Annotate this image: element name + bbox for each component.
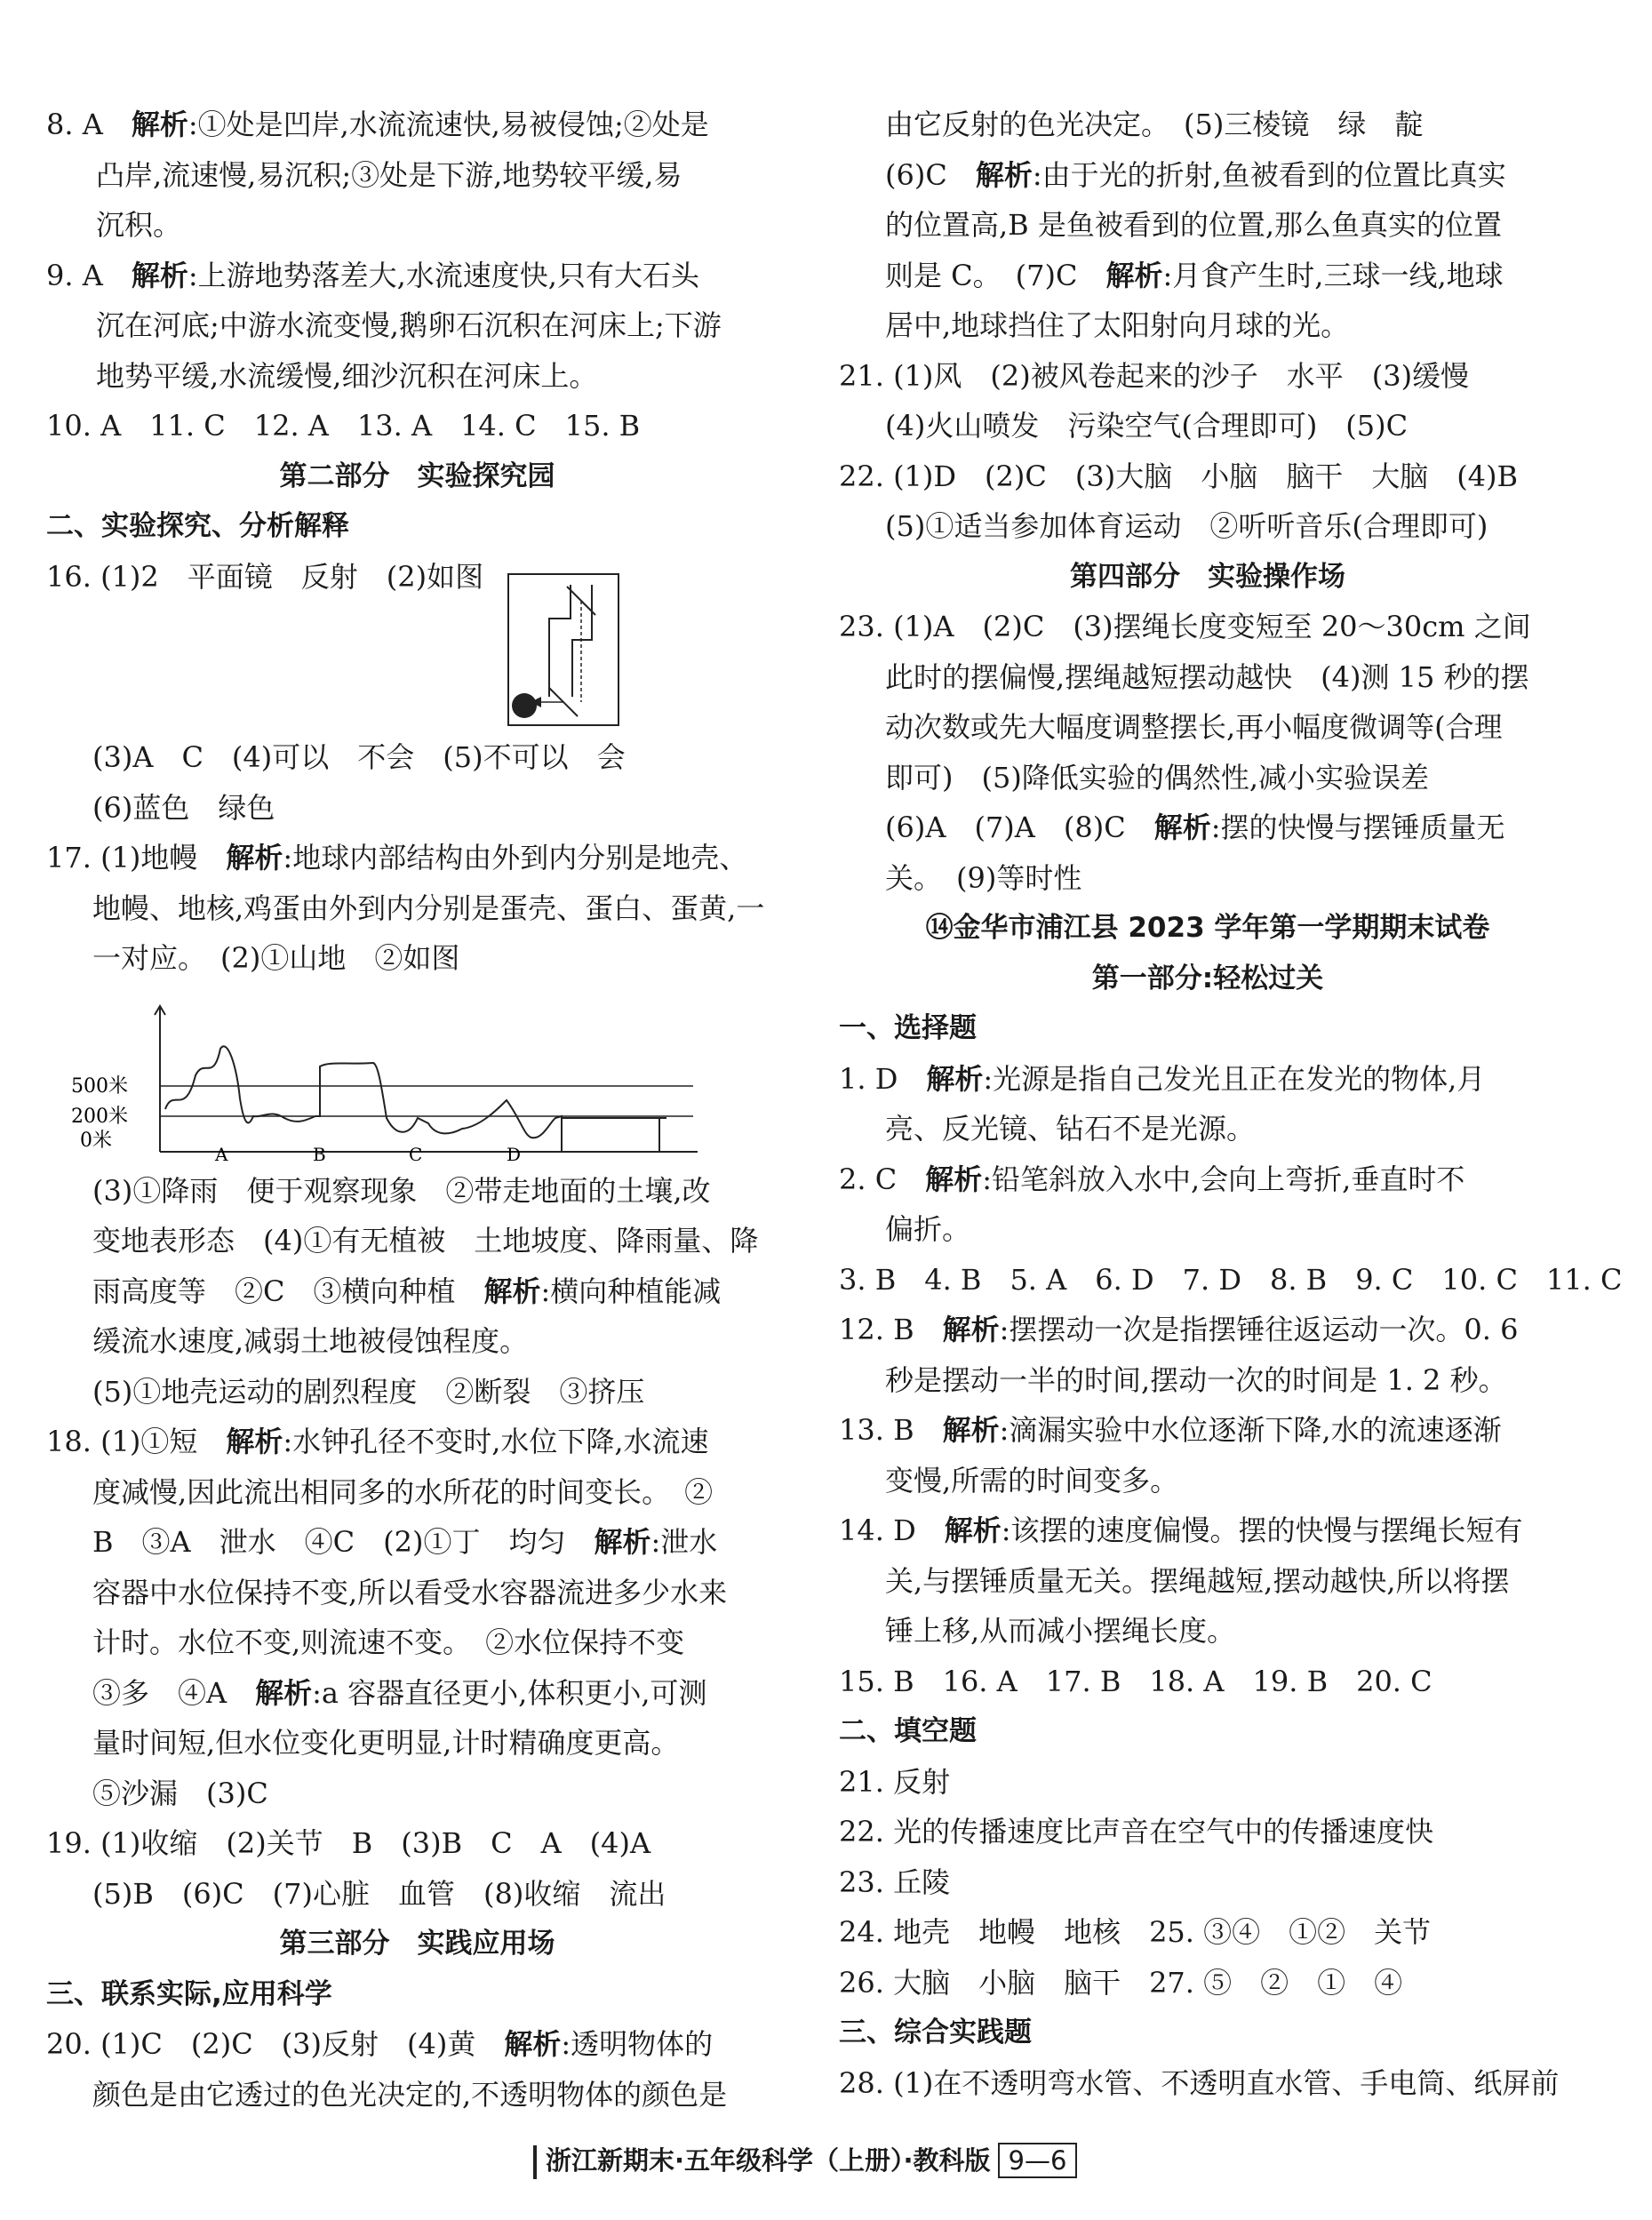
answer-line: 量时间短,但水位变化更明显,计时精确度更高。 xyxy=(92,1726,680,1760)
answer-line: 计时。水位不变,则流速不变。 ②水位保持不变 xyxy=(92,1625,685,1659)
section-heading: 二、实验探究、分析解释 xyxy=(46,510,349,542)
answer-line: 12. B 解析:摆摆动一次是指摆锤往返运动一次。0. 6 xyxy=(839,1313,1519,1346)
answer-line: (3)A C (4)可以 不会 (5)不可以 会 xyxy=(92,740,626,774)
answer-line: 凸岸,流速慢,易沉积;③处是下游,地势较平缓,易 xyxy=(96,157,682,192)
answer-line: 20. (1)C (2)C (3)反射 (4)黄 解析:透明物体的 xyxy=(46,2027,714,2061)
answer-line: 一对应。 (2)①山地 ②如图 xyxy=(92,941,460,975)
point-a: A xyxy=(215,1144,228,1162)
section-title: 第四部分 实验操作场 xyxy=(1070,560,1345,593)
answer-line: 17. (1)地幔 解析:地球内部结构由外到内分别是地壳、 xyxy=(46,841,748,874)
answer-line: 变慢,所需的时间变多。 xyxy=(885,1463,1179,1497)
answer-line: 14. D 解析:该摆的速度偏慢。摆的快慢与摆绳长短有 xyxy=(839,1513,1523,1547)
footer-title: 浙江新期末·五年级科学（上册）·教科版 xyxy=(546,2145,991,2176)
periscope-figure xyxy=(507,572,622,729)
answer-line: (5)①适当参加体育运动 ②听听音乐(合理即可) xyxy=(885,509,1488,543)
answer-line: 缓流水速度,减弱土地被侵蚀程度。 xyxy=(92,1324,529,1358)
figure-spacer xyxy=(46,602,788,732)
answer-line: 18. (1)①短 解析:水钟孔径不变时,水位下降,水流速 xyxy=(46,1425,709,1458)
answer-line: 关,与摆锤质量无关。摆绳越短,摆动越快,所以将摆 xyxy=(885,1563,1510,1598)
label-200m: 200米 xyxy=(71,1106,128,1128)
answer-line: 23. 丘陵 xyxy=(839,1865,951,1899)
answer-line: 居中,地球挡住了太阳射向月球的光。 xyxy=(885,308,1350,342)
answer-line: 颜色是由它透过的色光决定的,不透明物体的颜色是 xyxy=(92,2077,728,2112)
page-footer xyxy=(533,2140,1120,2181)
answer-line: 动次数或先大幅度调整摆长,再小幅度微调等(合理 xyxy=(885,710,1503,744)
answer-line: 即可) (5)降低实验的偶然性,减小实验误差 xyxy=(885,760,1429,795)
answer-line: 锤上移,从而减小摆绳长度。 xyxy=(885,1614,1236,1648)
point-d: D xyxy=(507,1144,522,1162)
answer-line: 26. 大脑 小脑 脑干 27. ⑤ ② ① ④ xyxy=(839,1965,1403,2000)
answer-line: 19. (1)收缩 (2)关节 B (3)B C A (4)A xyxy=(46,1826,651,1860)
answer-line: 9. A 解析:上游地势落差大,水流速度快,只有大石头 xyxy=(46,258,699,292)
answer-line: 则是 C。 (7)C 解析:月食产生时,三球一线,地球 xyxy=(885,258,1504,292)
answer-line: 雨高度等 ②C ③横向种植 解析:横向种植能减 xyxy=(92,1274,722,1308)
footer-bar xyxy=(533,2145,537,2179)
exam-title: ⑭金华市浦江县 2023 学年第一学期期末试卷 xyxy=(925,912,1490,944)
answer-line: 28. (1)在不透明弯水管、不透明直水管、手电筒、纸屏前 xyxy=(839,2065,1560,2100)
answer-line: 偏折。 xyxy=(885,1212,971,1246)
answer-line: (6)C 解析:由于光的折射,鱼被看到的位置比真实 xyxy=(885,157,1506,192)
answer-line: ③多 ④A 解析:a 容器直径更小,体积更小,可测 xyxy=(92,1675,707,1710)
terrain-profile-figure xyxy=(62,1002,738,1162)
answer-line: 16. (1)2 平面镜 反射 (2)如图 xyxy=(46,559,484,594)
answer-line: 22. (1)D (2)C (3)大脑 小脑 脑干 大脑 (4)B xyxy=(839,459,1519,493)
answer-line: 1. D 解析:光源是指自己发光且正在发光的物体,月 xyxy=(839,1061,1486,1096)
answer-line: 15. B 16. A 17. B 18. A 19. B 20. C xyxy=(839,1664,1433,1698)
answer-line: ⑤沙漏 (3)C xyxy=(92,1776,268,1810)
label-500m: 500米 xyxy=(71,1075,128,1098)
answer-line: 21. (1)风 (2)被风卷起来的沙子 水平 (3)缓慢 xyxy=(839,358,1470,393)
answer-line: 度减慢,因此流出相同多的水所花的时间变长。 ② xyxy=(92,1474,714,1509)
answer-line: (3)①降雨 便于观察现象 ②带走地面的土壤,改 xyxy=(92,1173,711,1208)
point-c: C xyxy=(409,1144,423,1162)
answer-line: (6)蓝色 绿色 xyxy=(92,790,275,825)
answer-line: 关。 (9)等时性 xyxy=(885,860,1082,895)
section-title: 第二部分 实验探究园 xyxy=(279,459,555,492)
answer-line: 地幔、地核,鸡蛋由外到内分别是蛋壳、蛋白、蛋黄,一 xyxy=(92,890,765,925)
answer-line: 亮、反光镜、钻石不是光源。 xyxy=(885,1112,1256,1146)
answer-line: 13. B 解析:滴漏实验中水位逐渐下降,水的流速逐渐 xyxy=(839,1413,1502,1447)
answer-line: B ③A 泄水 ④C (2)①丁 均匀 解析:泄水 xyxy=(92,1525,718,1559)
answer-line: 2. C 解析:铅笔斜放入水中,会向上弯折,垂直时不 xyxy=(839,1162,1465,1196)
answer-line: 24. 地壳 地幔 地核 25. ③④ ①② 关节 xyxy=(839,1915,1432,1949)
section-heading: 二、填空题 xyxy=(839,1715,977,1747)
answer-line: 由它反射的色光决定。 (5)三棱镜 绿 靛 xyxy=(885,108,1424,141)
section-title: 第一部分:轻松过关 xyxy=(1091,962,1324,994)
answer-line: (5)B (6)C (7)心脏 血管 (8)收缩 流出 xyxy=(92,1876,666,1911)
answer-line: 此时的摆偏慢,摆绳越短摆动越快 (4)测 15 秒的摆 xyxy=(885,659,1529,694)
section-title: 第三部分 实践应用场 xyxy=(279,1928,555,1960)
label-0m: 0米 xyxy=(80,1130,112,1152)
page-number: 9—6 xyxy=(998,2143,1078,2178)
section-heading: 三、联系实际,应用科学 xyxy=(46,1977,332,2010)
answer-line: 23. (1)A (2)C (3)摆绳长度变短至 20～30cm 之间 xyxy=(839,610,1531,643)
answer-line: 3. B 4. B 5. A 6. D 7. D 8. B 9. C 10. C 11. C xyxy=(839,1262,1623,1297)
answer-line: 秒是摆动一半的时间,摆动一次的时间是 1. 2 秒。 xyxy=(885,1362,1507,1397)
answer-line: (6)A (7)A (8)C 解析:摆的快慢与摆锤质量无 xyxy=(885,811,1505,844)
answer-line: 10. A 11. C 12. A 13. A 14. C 15. B xyxy=(46,409,641,443)
observer-head xyxy=(512,693,537,718)
answer-line: (4)火山喷发 污染空气(合理即可) (5)C xyxy=(885,409,1409,443)
answer-line: 22. 光的传播速度比声音在空气中的传播速度快 xyxy=(839,1815,1434,1849)
right-column xyxy=(839,100,1623,2108)
answer-line: 沉积。 xyxy=(96,208,182,242)
answer-line: 沉在河底;中游水流变慢,鹅卵石沉积在河床上;下游 xyxy=(96,308,722,342)
answer-line: 的位置高,B 是鱼被看到的位置,那么鱼真实的位置 xyxy=(885,208,1503,242)
answer-line: 容器中水位保持不变,所以看受水容器流进多少水来 xyxy=(92,1575,728,1609)
answer-line: (5)①地壳运动的剧烈程度 ②断裂 ③挤压 xyxy=(92,1374,645,1409)
answer-line: 变地表形态 (4)①有无植被 土地坡度、降雨量、降 xyxy=(92,1224,759,1258)
section-heading: 三、综合实践题 xyxy=(839,2016,1032,2048)
point-b: B xyxy=(313,1144,326,1162)
section-heading: 一、选择题 xyxy=(839,1012,977,1044)
answer-line: 8. A 解析:①处是凹岸,水流流速快,易被侵蚀;②处是 xyxy=(46,108,709,141)
answer-line: 21. 反射 xyxy=(839,1764,951,1799)
answer-line: 地势平缓,水流缓慢,细沙沉积在河床上。 xyxy=(96,358,598,393)
